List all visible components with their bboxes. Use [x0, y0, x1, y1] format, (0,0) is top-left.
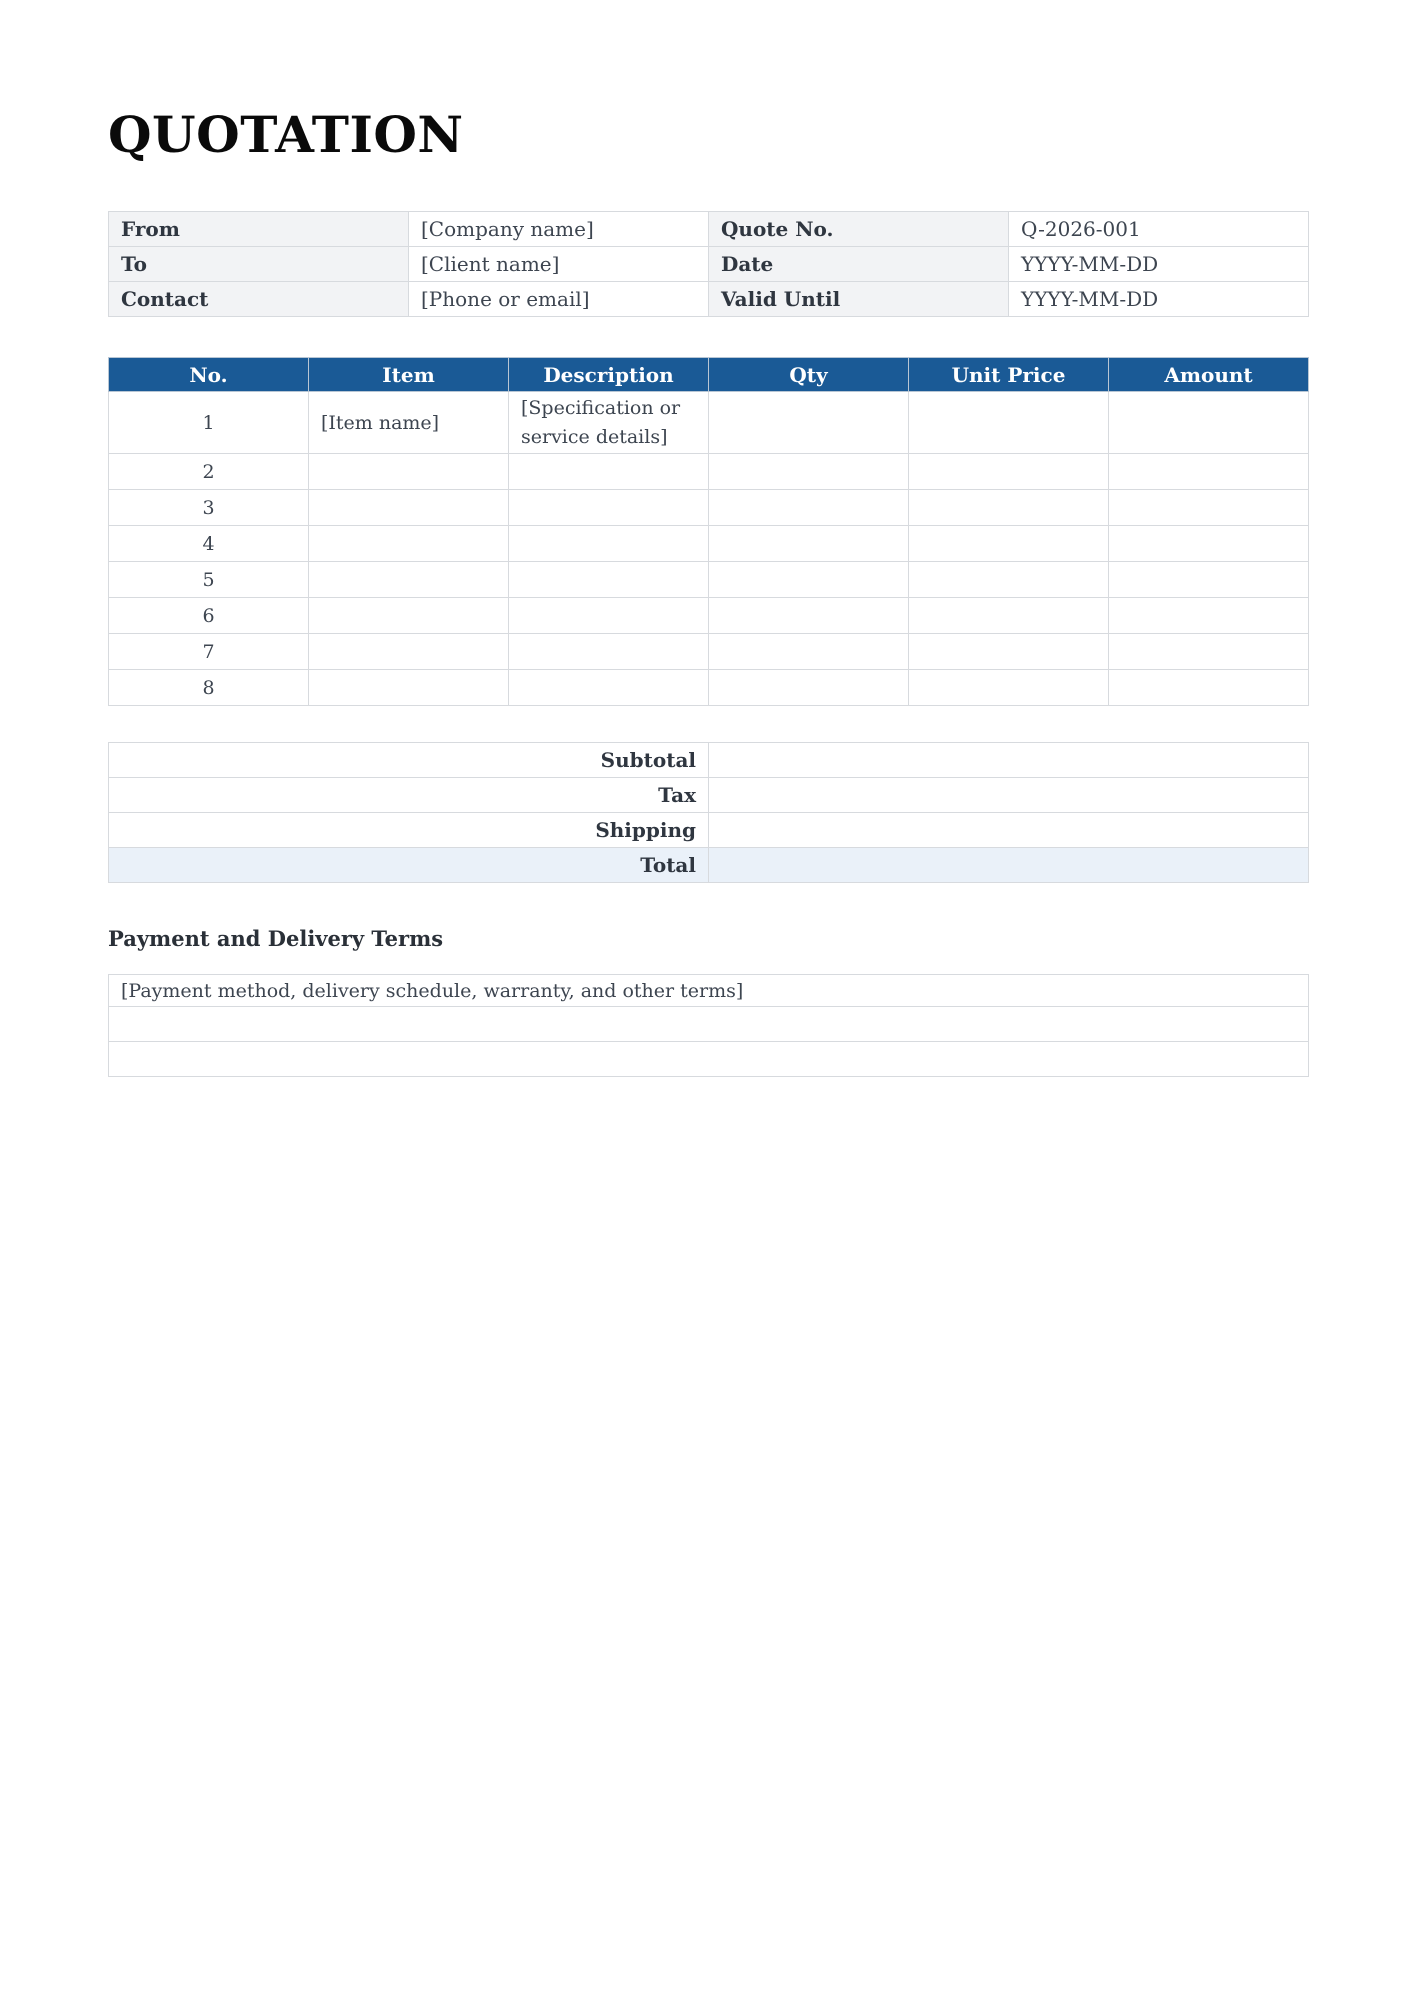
subtotal-label: Subtotal	[109, 743, 709, 778]
description-cell[interactable]	[509, 598, 709, 634]
row-number: 1	[109, 392, 309, 454]
unit-price-cell[interactable]	[909, 454, 1109, 490]
subtotal-row	[109, 743, 1309, 778]
item-cell[interactable]	[309, 562, 509, 598]
row-number: 7	[109, 634, 309, 670]
row-number: 3	[109, 490, 309, 526]
item-cell[interactable]	[309, 634, 509, 670]
row-number: 6	[109, 598, 309, 634]
table-row	[109, 454, 1309, 490]
row-number: 5	[109, 562, 309, 598]
description-cell[interactable]	[509, 490, 709, 526]
amount-cell[interactable]	[1109, 562, 1309, 598]
amount-cell[interactable]	[1109, 454, 1309, 490]
qty-cell[interactable]	[709, 392, 909, 454]
terms-table	[108, 974, 1309, 1077]
unit-price-cell[interactable]	[909, 490, 1109, 526]
terms-line[interactable]	[109, 1042, 1309, 1077]
amount-cell[interactable]	[1109, 526, 1309, 562]
items-table	[108, 357, 1309, 706]
amount-cell[interactable]	[1109, 598, 1309, 634]
total-row	[109, 848, 1309, 883]
valid-until-value[interactable]: YYYY-MM-DD	[1009, 282, 1309, 317]
valid-until-label: Valid Until	[709, 282, 1009, 317]
qty-cell[interactable]	[709, 526, 909, 562]
document-title: QUOTATION	[108, 105, 464, 164]
amount-cell[interactable]	[1109, 670, 1309, 706]
unit-price-cell[interactable]	[909, 670, 1109, 706]
row-number: 2	[109, 454, 309, 490]
to-value[interactable]: [Client name]	[409, 247, 709, 282]
from-label: From	[109, 212, 409, 247]
info-table	[108, 211, 1309, 317]
contact-value[interactable]: [Phone or email]	[409, 282, 709, 317]
description-cell[interactable]	[509, 526, 709, 562]
column-header-amount: Amount	[1109, 358, 1309, 392]
qty-cell[interactable]	[709, 490, 909, 526]
column-header-description: Description	[509, 358, 709, 392]
table-row	[109, 670, 1309, 706]
unit-price-cell[interactable]	[909, 526, 1109, 562]
column-header-no: No.	[109, 358, 309, 392]
items-header-row	[109, 358, 1309, 392]
terms-line[interactable]	[109, 1007, 1309, 1042]
amount-cell[interactable]	[1109, 392, 1309, 454]
qty-cell[interactable]	[709, 634, 909, 670]
unit-price-cell[interactable]	[909, 598, 1109, 634]
description-cell[interactable]: [Specification or service details]	[509, 392, 709, 454]
terms-line[interactable]: [Payment method, delivery schedule, warranty, and other terms]	[109, 975, 1309, 1007]
totals-table	[108, 742, 1309, 883]
info-row-contact	[109, 282, 1309, 317]
to-label: To	[109, 247, 409, 282]
from-value[interactable]: [Company name]	[409, 212, 709, 247]
terms-row	[109, 1042, 1309, 1077]
item-cell[interactable]	[309, 490, 509, 526]
shipping-label: Shipping	[109, 813, 709, 848]
qty-cell[interactable]	[709, 454, 909, 490]
tax-value[interactable]	[709, 778, 1309, 813]
item-cell[interactable]	[309, 454, 509, 490]
table-row	[109, 634, 1309, 670]
unit-price-cell[interactable]	[909, 634, 1109, 670]
unit-price-cell[interactable]	[909, 392, 1109, 454]
total-label: Total	[109, 848, 709, 883]
table-row	[109, 598, 1309, 634]
contact-label: Contact	[109, 282, 409, 317]
item-cell[interactable]: [Item name]	[309, 392, 509, 454]
terms-row	[109, 1007, 1309, 1042]
amount-cell[interactable]	[1109, 634, 1309, 670]
quote-no-value[interactable]: Q-2026-001	[1009, 212, 1309, 247]
shipping-value[interactable]	[709, 813, 1309, 848]
table-row	[109, 562, 1309, 598]
tax-row	[109, 778, 1309, 813]
column-header-item: Item	[309, 358, 509, 392]
table-row	[109, 490, 1309, 526]
description-cell[interactable]	[509, 670, 709, 706]
row-number: 8	[109, 670, 309, 706]
info-row-from	[109, 212, 1309, 247]
qty-cell[interactable]	[709, 598, 909, 634]
qty-cell[interactable]	[709, 562, 909, 598]
qty-cell[interactable]	[709, 670, 909, 706]
description-cell[interactable]	[509, 634, 709, 670]
terms-heading: Payment and Delivery Terms	[108, 926, 444, 951]
date-label: Date	[709, 247, 1009, 282]
table-row	[109, 526, 1309, 562]
tax-label: Tax	[109, 778, 709, 813]
shipping-row	[109, 813, 1309, 848]
amount-cell[interactable]	[1109, 490, 1309, 526]
item-cell[interactable]	[309, 526, 509, 562]
column-header-unit-price: Unit Price	[909, 358, 1109, 392]
subtotal-value[interactable]	[709, 743, 1309, 778]
terms-row	[109, 975, 1309, 1007]
row-number: 4	[109, 526, 309, 562]
total-value[interactable]	[709, 848, 1309, 883]
description-cell[interactable]	[509, 562, 709, 598]
unit-price-cell[interactable]	[909, 562, 1109, 598]
date-value[interactable]: YYYY-MM-DD	[1009, 247, 1309, 282]
item-cell[interactable]	[309, 598, 509, 634]
column-header-qty: Qty	[709, 358, 909, 392]
info-row-to	[109, 247, 1309, 282]
item-cell[interactable]	[309, 670, 509, 706]
description-cell[interactable]	[509, 454, 709, 490]
quote-no-label: Quote No.	[709, 212, 1009, 247]
table-row	[109, 392, 1309, 454]
